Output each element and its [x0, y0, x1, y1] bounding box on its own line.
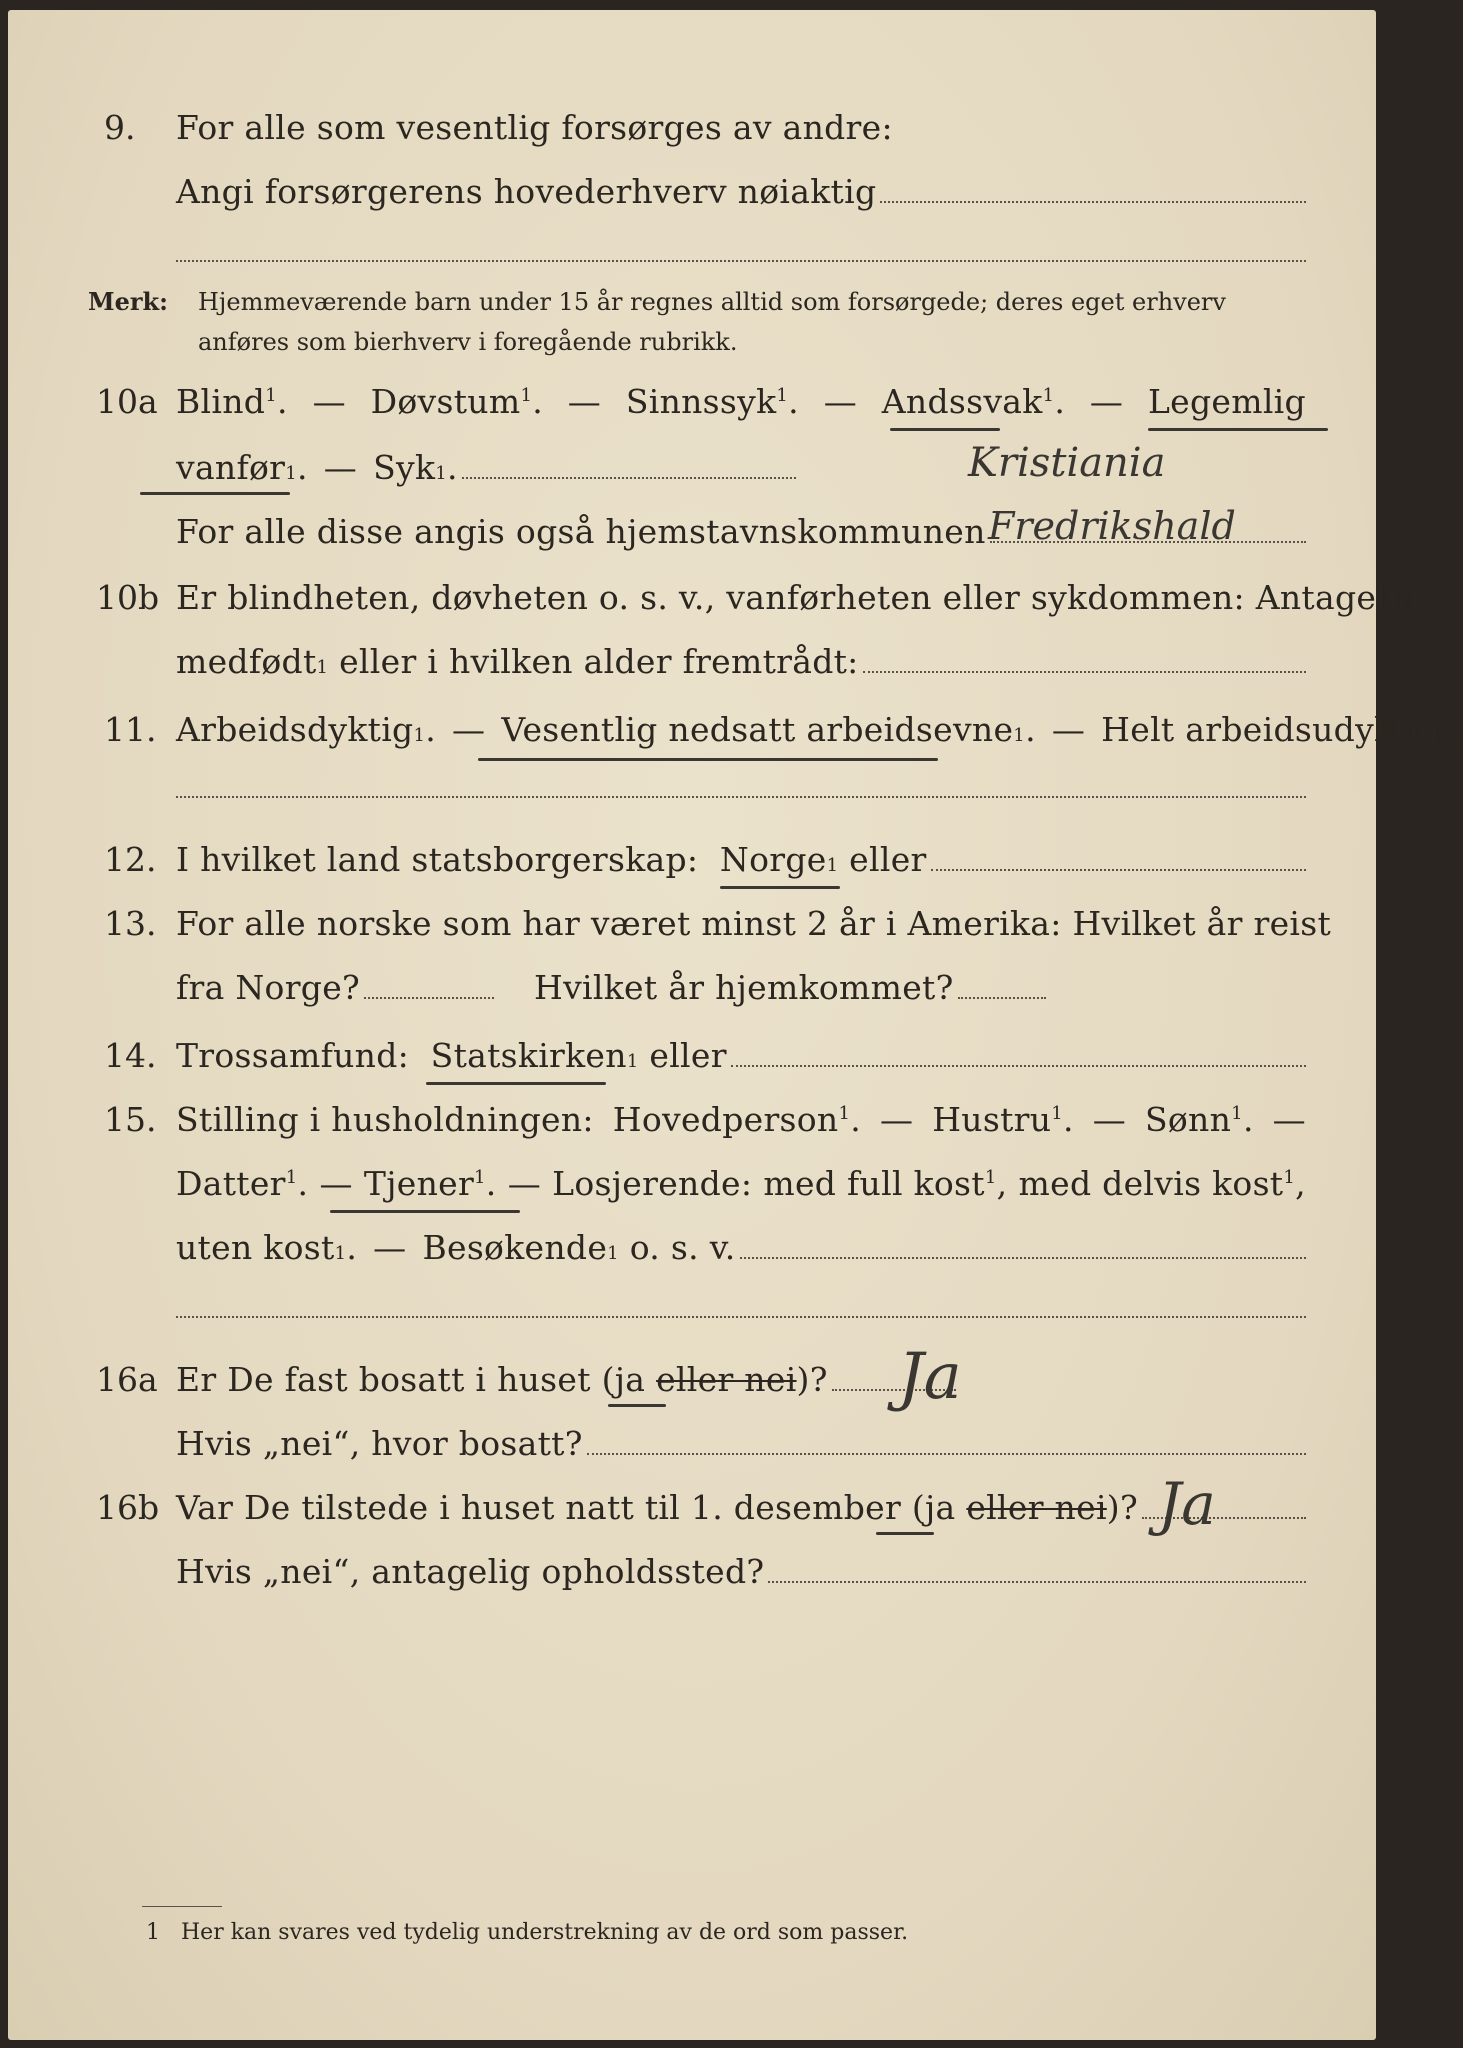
q15-line-3: uten kost 1 . — Besøkende 1 o. s. v.	[176, 1228, 1306, 1267]
q16a-bosatt-field[interactable]	[587, 1453, 1306, 1455]
q11-option-vesentlig-nedsatt[interactable]: Vesentlig nedsatt arbeidsevne	[501, 710, 1014, 749]
q16a-text: Er De fast bosatt i huset (	[176, 1360, 615, 1399]
q12-line	[176, 840, 1306, 879]
q10a-options-line: Blind$^1$. — Døvstum$^1$. — Sinnssyk$^1$. — Andssvak$^1$. — Legemlig	[176, 382, 1306, 421]
sup-mark: 1	[334, 1243, 347, 1264]
q15-answer-field[interactable]	[740, 1257, 1306, 1259]
q15-line-1: Stilling i husholdningen: Hovedperson$^1$. — Hustru$^1$. — Sønn$^1$. —	[176, 1100, 1306, 1139]
q14-answer-field[interactable]	[731, 1065, 1306, 1067]
q15-option-losjerende: Losjerende:	[552, 1164, 753, 1203]
handwriting-kristiania: Kristiania	[968, 440, 1166, 486]
sup-mark: 1	[285, 1167, 298, 1188]
underline-andssvak	[890, 428, 1000, 431]
underline-ja-16b	[876, 1532, 934, 1535]
q15-option-full-kost[interactable]: med full kost	[763, 1164, 985, 1203]
q16a-line-1	[176, 1360, 956, 1399]
q11-number: 11.	[104, 710, 157, 749]
dash: —	[1272, 1100, 1306, 1139]
dash: —	[373, 1228, 407, 1267]
sup-mark: 1	[435, 463, 448, 484]
q10a-option-andssvak[interactable]: Andssvak	[881, 382, 1043, 421]
q10a-option-blind[interactable]: Blind	[176, 382, 266, 421]
underline-tjener	[330, 1210, 520, 1213]
q13-line-2	[176, 968, 1046, 1007]
q10a-option-dovstum[interactable]: Døvstum	[370, 382, 521, 421]
dash: —	[507, 1164, 542, 1203]
dash: —	[879, 1100, 914, 1139]
q15-option-delvis-kost[interactable]: med delvis kost	[1018, 1164, 1284, 1203]
q12-answer-field[interactable]	[931, 869, 1306, 871]
handwriting-ja-16b: Ja	[1158, 1470, 1216, 1538]
q10a-option-syk[interactable]: Syk	[373, 448, 436, 487]
q12-option-norge[interactable]: Norge	[719, 840, 827, 879]
sup-mark: 1	[265, 385, 278, 406]
sup-mark: 1	[984, 1167, 997, 1188]
q13-reist-field[interactable]	[364, 997, 494, 999]
q15-option-tjener[interactable]: Tjener	[363, 1164, 475, 1203]
q10a-syk-field[interactable]	[462, 477, 796, 479]
q12-eller: eller	[849, 840, 927, 879]
dash: —	[319, 1164, 353, 1203]
sup-mark: 1	[1440, 725, 1452, 746]
q11-answer-line[interactable]	[176, 796, 1306, 798]
q14-eller: eller	[649, 1036, 727, 1075]
merk-label: Merk:	[88, 287, 168, 316]
dash: —	[823, 382, 858, 421]
q13-hjemkommet-field[interactable]	[958, 997, 1046, 999]
q16b-line-1	[176, 1488, 1306, 1527]
q15-option-hustru[interactable]: Hustru	[932, 1100, 1052, 1139]
q15-answer-line-2[interactable]	[176, 1316, 1306, 1318]
dash: —	[1092, 1100, 1127, 1139]
q16a-line-2	[176, 1424, 1306, 1463]
q11-option-helt-udyktig[interactable]: Helt arbeidsudyktig	[1101, 710, 1441, 749]
q16b-option-ja[interactable]: ja	[925, 1488, 956, 1527]
dash: —	[567, 382, 602, 421]
merk-note	[88, 282, 168, 322]
q10a-option-vanfor[interactable]: vanfør	[176, 448, 286, 487]
q15-option-uten-kost[interactable]: uten kost	[176, 1228, 335, 1267]
q10a-number: 10a	[96, 382, 158, 421]
underline-legemlig	[1148, 428, 1328, 431]
underline-statskirken	[426, 1082, 606, 1085]
q10b-line-2	[176, 642, 1306, 681]
sup-mark: 1	[285, 463, 297, 484]
sup-mark: 1	[838, 1103, 851, 1124]
footnote	[146, 1920, 908, 1945]
q16b-text-end: )?	[1106, 1488, 1138, 1527]
q10b-line-1	[176, 578, 1420, 617]
q13-text-1: For alle norske som har været minst 2 år i Amerika: Hvilket år reist	[176, 904, 1332, 943]
handwriting-fredrikshald: Fredrikshald	[988, 504, 1236, 548]
sup-mark: 1	[413, 725, 426, 746]
q11-line: Arbeidsdyktig 1 . — Vesentlig nedsatt arbeidsevne 1 . — Helt arbeidsudyktig 1 .	[176, 710, 1463, 749]
handwriting-ja-16a: Ja	[898, 1340, 962, 1414]
q12-number: 12.	[104, 840, 157, 879]
footnote-rule	[142, 1906, 222, 1907]
q10b-text-2: eller i hvilken alder fremtrådt:	[339, 642, 859, 681]
underline-vesentlig-nedsatt	[478, 758, 938, 761]
q10a-sub-text: For alle disse angis også hjemstavnskommunen	[176, 512, 986, 551]
sup-mark: 1	[1013, 725, 1026, 746]
q15-option-datter[interactable]: Datter	[176, 1164, 286, 1203]
q10b-option-medfodt[interactable]: medfødt	[176, 642, 317, 681]
sup-mark: 1	[520, 385, 533, 406]
q16b-opholdssted-field[interactable]	[768, 1581, 1306, 1583]
q14-option-statskirken[interactable]: Statskirken	[430, 1036, 627, 1075]
dash: —	[1089, 382, 1124, 421]
sup-mark: 1	[1042, 385, 1055, 406]
q16b-opholdssted-label: Hvis „nei“, antagelig opholdssted?	[176, 1552, 765, 1591]
dash: —	[312, 382, 346, 421]
underline-ja-16a	[608, 1404, 666, 1407]
q13-line-1	[176, 904, 1332, 943]
q14-line	[176, 1036, 1306, 1075]
q15-option-hovedperson[interactable]: Hovedperson	[612, 1100, 839, 1139]
q10a-option-sinnssyk[interactable]: Sinnssyk	[625, 382, 777, 421]
sup-mark: 1	[316, 657, 329, 678]
footnote-text: Her kan svares ved tydelig understrekning av de ord som passer.	[180, 1920, 909, 1945]
sup-mark: 1	[776, 385, 789, 406]
q13-hjemkommet-label: Hvilket år hjemkommet?	[534, 968, 954, 1007]
q16b-text: Var De tilstede i huset natt til 1. desember (	[176, 1488, 926, 1527]
merk-text-1: Hjemmeværende barn under 15 år regnes alltid som forsørgede; deres eget erhverv	[198, 288, 1226, 316]
q16b-line-2	[176, 1552, 1306, 1591]
q14-text: Trossamfund:	[176, 1036, 410, 1075]
q15-option-sonn[interactable]: Sønn	[1144, 1100, 1232, 1139]
underline-norge	[720, 886, 840, 889]
q9-title	[176, 108, 893, 147]
q9-sub-line	[176, 172, 1306, 211]
sup-mark: 1	[1051, 1103, 1064, 1124]
q15-number: 15.	[104, 1100, 157, 1139]
q10a-option-legemlig[interactable]: Legemlig	[1147, 382, 1306, 421]
q11-option-arbeidsdyktig[interactable]: Arbeidsdyktig	[176, 710, 414, 749]
merk-text-2: anføres som bierhverv i foregående rubrikk.	[198, 328, 738, 356]
q9-number: 9.	[104, 108, 136, 147]
q9-sub-text: Angi forsørgerens hovederhverv nøiaktig	[176, 172, 877, 211]
q10b-answer-field[interactable]	[863, 671, 1306, 673]
footnote-mark: 1	[146, 1920, 160, 1945]
q16b-struck-eller-nei: eller nei	[966, 1488, 1107, 1527]
q13-reist-label: fra Norge?	[176, 968, 361, 1007]
q9-title-text: For alle som vesentlig forsørges av andre:	[176, 108, 893, 147]
sup-mark: 1	[607, 1243, 619, 1264]
dash: —	[323, 448, 358, 487]
q16a-number: 16a	[96, 1360, 158, 1399]
q9-answer-line-2[interactable]	[176, 260, 1306, 262]
sup-mark: 1	[626, 1051, 639, 1072]
underline-vanfor	[140, 492, 290, 495]
q16a-text-end: )?	[796, 1360, 828, 1399]
q12-text: I hvilket land statsborgerskap:	[176, 840, 699, 879]
sup-mark: 1	[1283, 1167, 1296, 1188]
sup-mark: 1	[474, 1167, 486, 1188]
dash: —	[452, 710, 486, 749]
sup-mark: 1	[1231, 1103, 1243, 1124]
q10b-text-1: Er blindheten, døvheten o. s. v., vanførheten eller sykdommen: Antagelig	[176, 578, 1420, 617]
q15-option-besokende[interactable]: Besøkende	[422, 1228, 608, 1267]
q9-answer-field[interactable]	[880, 201, 1306, 203]
q16a-option-ja[interactable]: ja	[614, 1360, 646, 1399]
q16a-bosatt-label: Hvis „nei“, hvor bosatt?	[176, 1424, 583, 1463]
q14-number: 14.	[104, 1036, 157, 1075]
q10b-number: 10b	[96, 578, 160, 617]
q15-osv: o. s. v.	[629, 1228, 736, 1267]
q13-number: 13.	[104, 904, 157, 943]
q16a-struck-eller-nei: eller nei	[656, 1360, 797, 1399]
sup-mark: 1	[826, 855, 839, 876]
q15-line-2: Datter$^1$. — Tjener$^1$. — Losjerende: med full kost$^1$, med delvis kost$^1$,	[176, 1164, 1306, 1203]
census-form-page	[8, 10, 1463, 2040]
dash: —	[1051, 710, 1086, 749]
q10a-line-2: vanfør 1 . — Syk 1 .	[176, 448, 796, 487]
q16b-number: 16b	[96, 1488, 160, 1527]
q15-text: Stilling i husholdningen:	[176, 1100, 594, 1139]
